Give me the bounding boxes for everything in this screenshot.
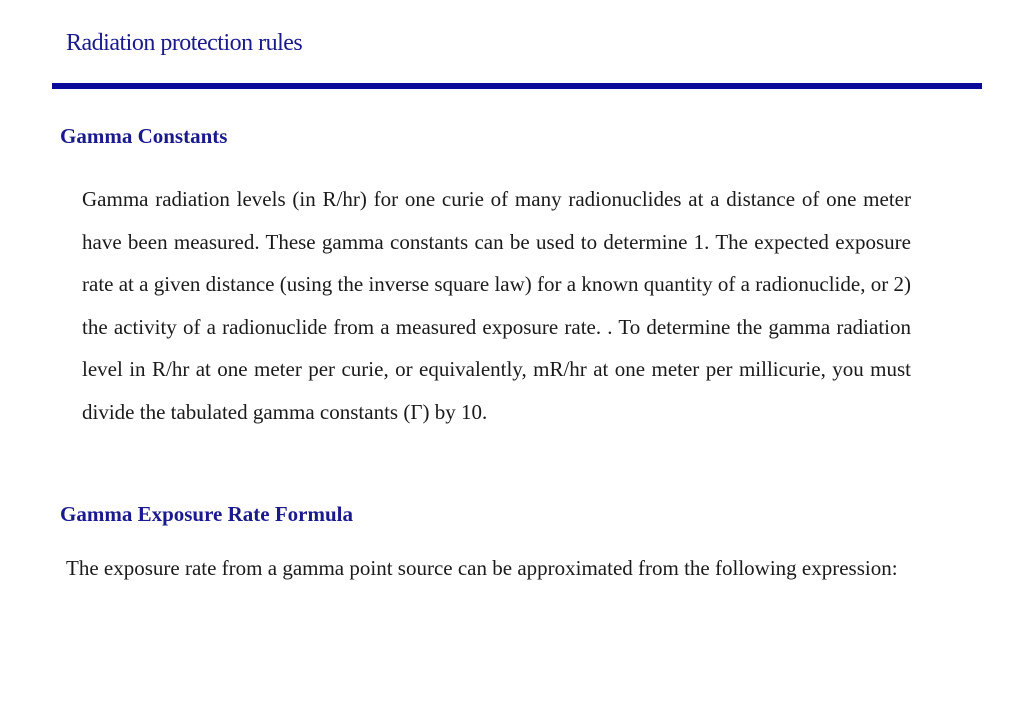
page-title: Radiation protection rules <box>66 30 303 56</box>
exposure-rate-paragraph: The exposure rate from a gamma point source can be approximated from the following expression: <box>66 556 898 580</box>
section-heading-gamma-constants: Gamma Constants <box>60 124 228 148</box>
section-heading-exposure-rate-formula: Gamma Exposure Rate Formula <box>60 502 354 526</box>
gamma-constants-paragraph: Gamma radiation levels (in R/hr) for one curie of many radionuclides at a distance of one meter have been measured. These gamma constants can be used to determine 1. The expected exposure rate at a given distance (using the inverse square law) for a known quantity of a radionuclide, or 2) the activity of a radionuclide from a measured exposure rate. . To determine the gamma radiation level in R/hr at one meter per curie, or equivalently, mR/hr at one meter per millicurie, you must divide the tabulated gamma constants (Γ) by 10. <box>82 187 911 424</box>
title-divider <box>52 83 982 89</box>
